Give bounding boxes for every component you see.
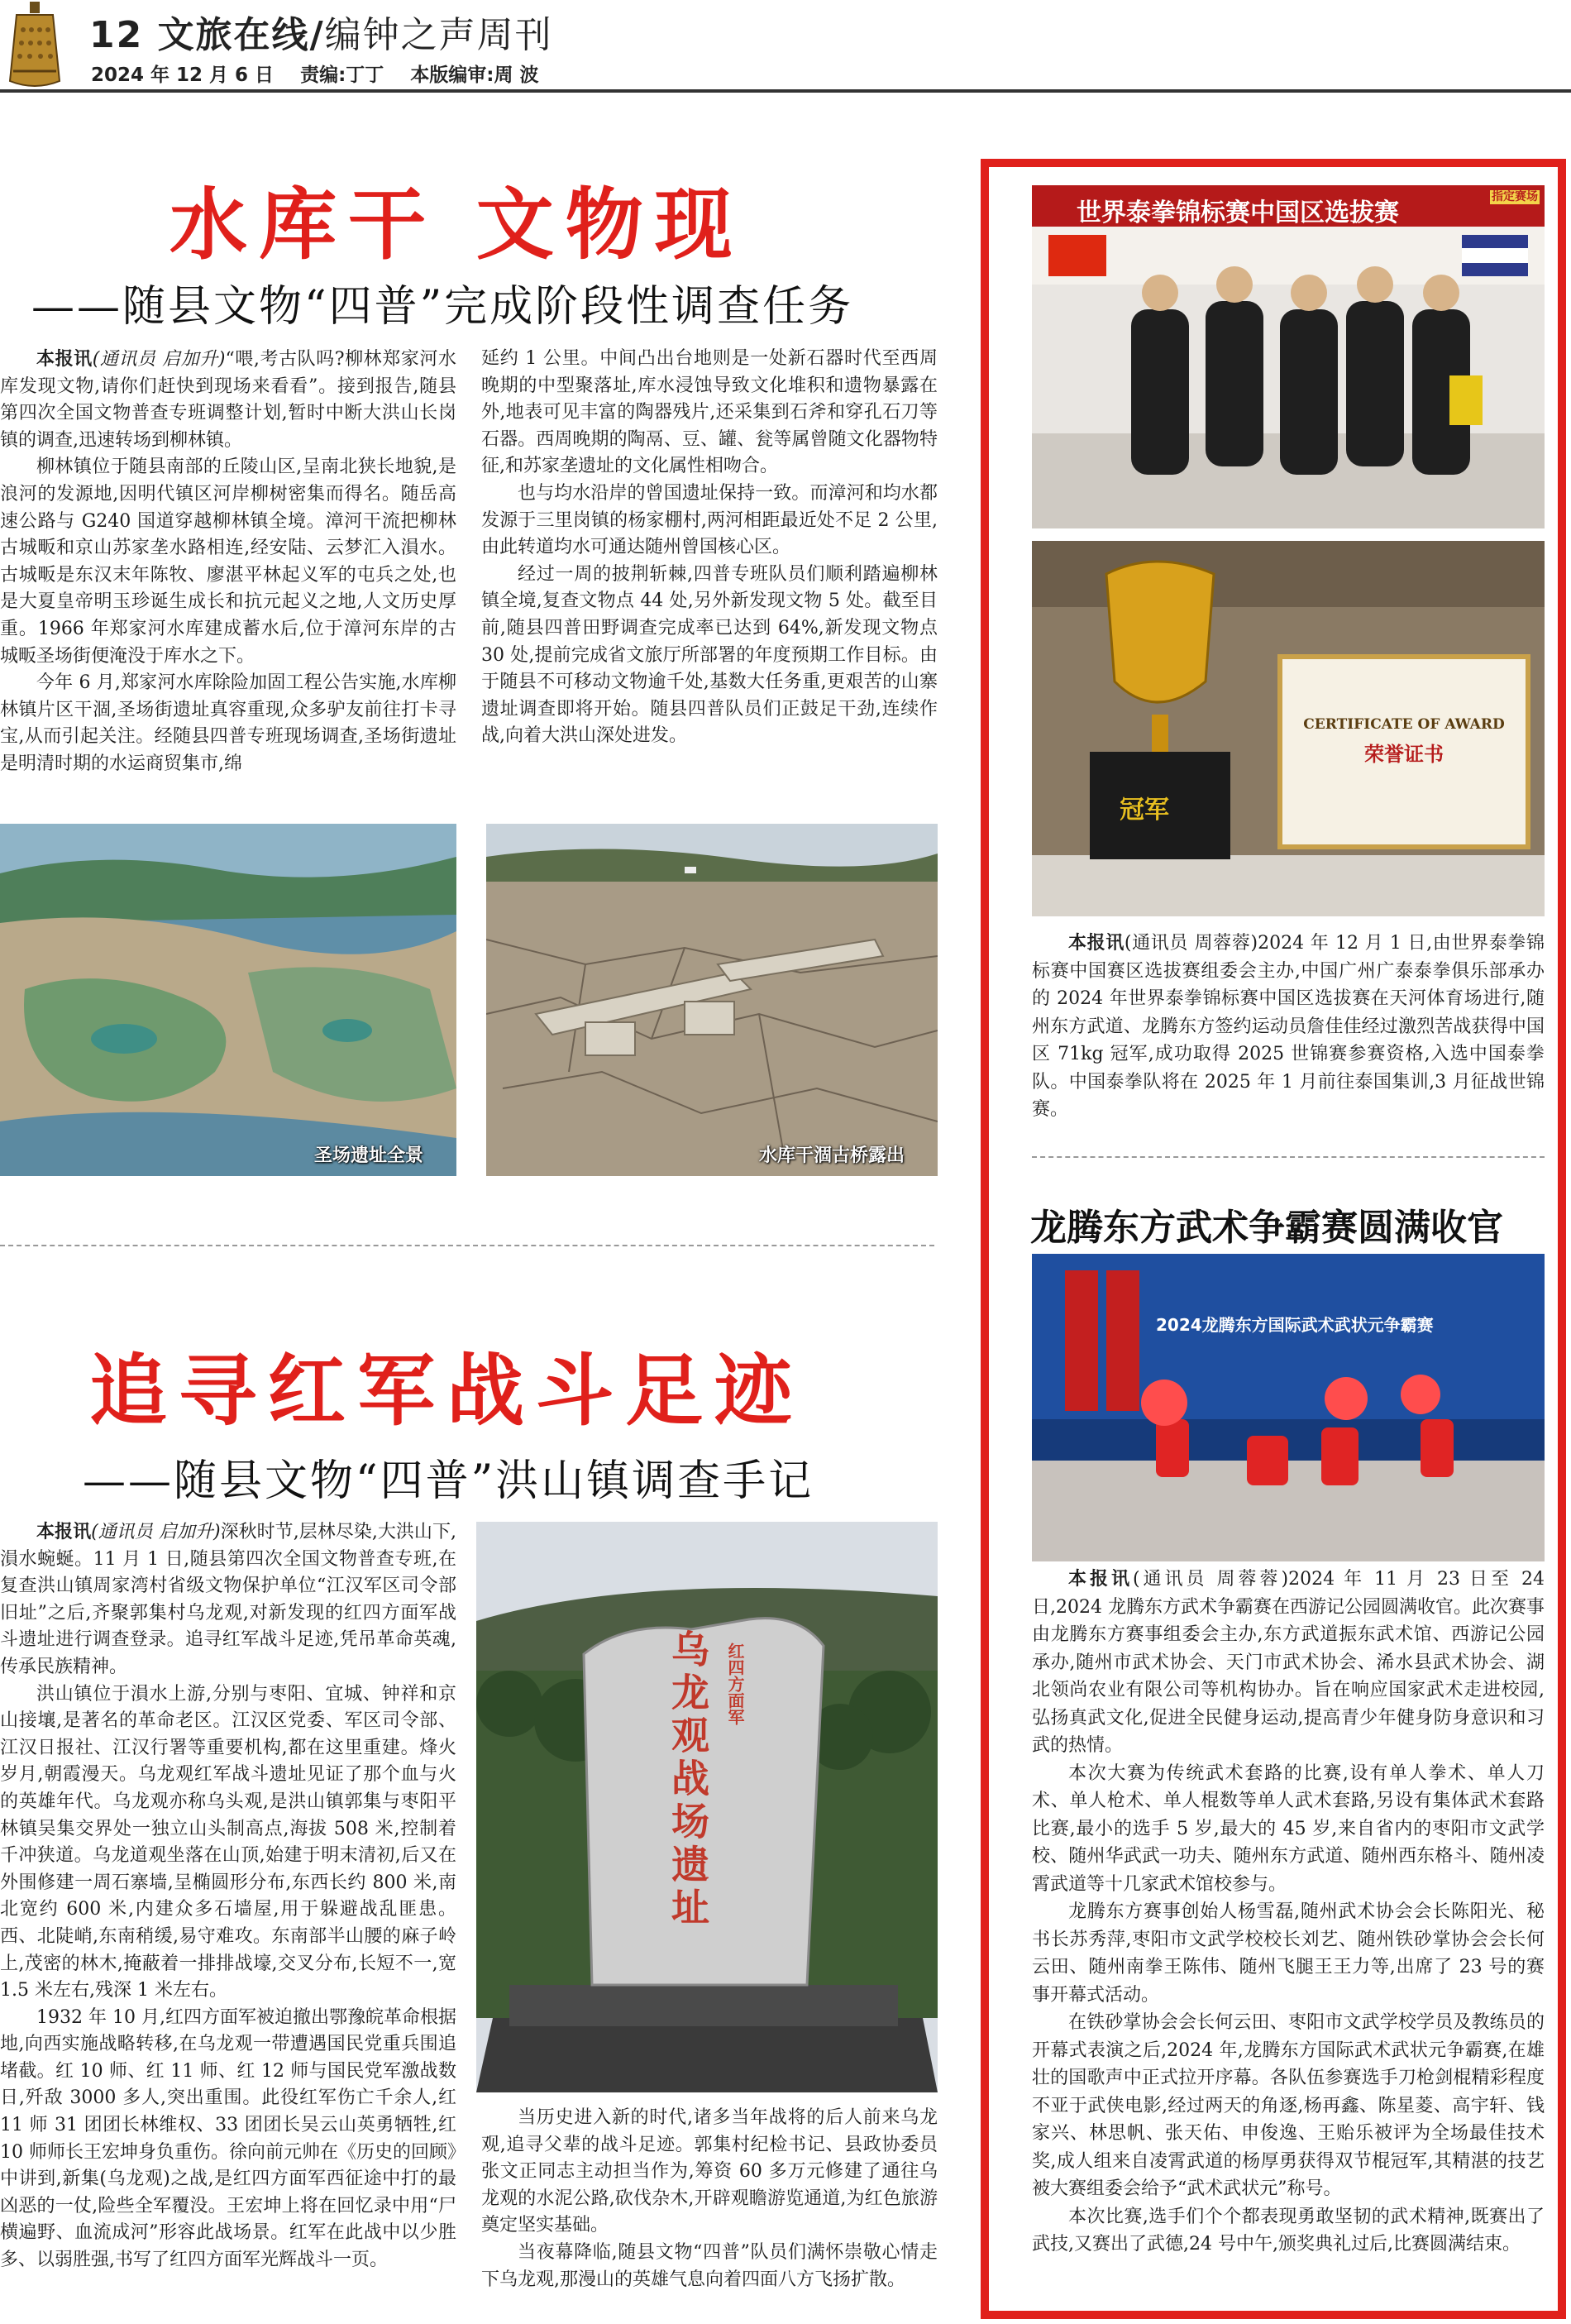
article2-column-1 — [0, 1518, 456, 2321]
sidebar-story2-paragraph: 本次比赛,选手们个个都表现勇敢坚韧的武术精神,既赛出了武技,又赛出了武德,24 号中午,颁奖典礼过后,比赛圆满结束。 — [1032, 2206, 1545, 2255]
article1-column-1 — [0, 346, 456, 809]
sidebar-story1-byline: (通讯员 周蓉蓉) — [1124, 933, 1258, 954]
article1-byline: (通讯员 启加升) — [92, 349, 226, 370]
sidebar-story2-byline: (通讯员 周蓉蓉) — [1132, 1569, 1289, 1590]
sidebar-story-1 — [1032, 930, 1545, 1136]
page-number: 12 — [89, 14, 144, 56]
article2-paragraph: 深秋时节,层林尽染,大洪山下,溳水蜿蜒。11 月 1 日,随县第四次全国文物普查专班,在复查洪山镇周家湾村省级文物保护单位“江汉军区司令部旧址”之后,齐聚郭集村乌龙观,对新发现的红四方面军战斗遗址进行调查登录。追寻红军战斗足迹,凭吊革命英魂,传承民族精神。 — [0, 1522, 456, 1677]
masthead — [0, 0, 1571, 93]
page-header — [89, 5, 553, 58]
article2-subtitle: ——随县文物“四普”洪山镇调查手记 — [83, 1456, 814, 1506]
article2-lead: 本报讯 — [36, 1521, 92, 1542]
sidebar-story2-paragraph: 在铁砂掌协会会长何云田、枣阳市文武学校学员及教练员的开幕式表演之后,2024 年,龙腾东方国际武术武状元争霸赛,在雄壮的国歌声中正式拉开序幕。各队伍参赛选手刀枪剑棍精彩程度不亚于武侠电影,经过两天的角逐,杨再鑫、陈星菱、高宇轩、钱家兴、林思帆、张天佑、申俊逸、王贻乐被评为全场最佳技术奖,成人组来自凌霄武道的杨厚勇获得双节棍冠军,其精湛的技艺被大赛组委会给予“武术武状元”称号。 — [1032, 2012, 1545, 2199]
stele-side-inscription: 红四方面军 — [725, 1643, 745, 1725]
sidebar-story2-lead: 本报讯 — [1068, 1568, 1133, 1590]
article1-paragraph: 延约 1 公里。中间凸出台地则是一处新石器时代至西周晚期的中型聚落址,库水浸蚀导致文化堆积和遗物暴露在外,地表可见丰富的陶器残片,还采集到石斧和穿孔石刀等石器。西周晚期的陶鬲、豆、罐、瓮等属曾随文化器物特征,和苏家垄遗址的文化属性相吻合。 — [481, 348, 938, 477]
article1-lead: 本报讯 — [36, 348, 93, 370]
article1-paragraph: 也与均水沿岸的曾国遗址保持一致。而漳河和均水都发源于三里岗镇的杨家棚村,两河相距最近处不足 2 公里,由此转道均水可通达随州曾国核心区。 — [481, 482, 938, 558]
article1-column-2 — [481, 346, 938, 809]
photo-trophy-certificate — [1032, 541, 1545, 916]
sidebar-story2-paragraph: 2024 年 11 月 23 日至 24 日,2024 龙腾东方武术争霸赛在西游记公园圆满收官。此次赛事由龙腾东方赛事组委会主办,东方武道振东武术馆、西游记公园承办,随州市武术协会、天门市武术协会、浠水县武术协会、湖北领尚农业有限公司等机构协办。旨在响应国家武术走进校园,弘扬真武文化,促进全民健身运动,提高青少年健身防身意识和习武的热情。 — [1032, 1569, 1545, 1756]
photo-muay-thai-winners — [1032, 185, 1545, 528]
photo1-caption: 圣场遗址全景 — [314, 1145, 424, 1166]
article1-paragraph: 柳林镇位于随县南部的丘陵山区,呈南北狭长地貌,是浪河的发源地,因明代镇区河岸柳树密集而得名。随岳高速公路与 G240 国道穿越柳林镇全境。漳河干流把柳林古城畈和京山苏家垄水路相连,经安陆、云梦汇入溳水。古城畈是东汉末年陈牧、廖湛平林起义军的屯兵之处,也是大夏皇帝明玉珍诞生成长和抗元起义之地,人文历史厚重。1966 年郑家河水库建成蓄水后,位于漳河东岸的古城畈圣场街便淹没于库水之下。 — [0, 457, 456, 667]
article1-title: 水库干 文物现 — [170, 179, 744, 270]
column-name: 编钟之声周刊 — [324, 14, 553, 56]
sidebar-story1-lead: 本报讯 — [1068, 932, 1125, 954]
sidebar-divider — [1032, 1156, 1545, 1158]
article2-column-2 — [481, 2105, 938, 2322]
reviewer: 本版编审:周 波 — [410, 65, 539, 86]
photo-wulongguan-stele — [476, 1522, 938, 2092]
article2-title: 追寻红军战斗足迹 — [89, 1346, 805, 1437]
sidebar-story1-text: 2024 年 12 月 1 日,由世界泰拳锦标赛中国赛区选拔赛组委会主办,中国广州广泰泰拳俱乐部承办的 2024 年世界泰拳锦标赛中国区选拔赛在天河体育场进行,随州东方武道、龙腾东方签约运动员詹佳佳经过激烈苦战获得中国区 71kg 冠军,成功取得 2025 世锦赛参赛资格,入选中国泰拳队。中国泰拳队将在 2025 年 1 月前往泰国集训,3 月征战世锦赛。 — [1032, 933, 1545, 1120]
photo-wushu-performance — [1032, 1254, 1545, 1561]
article2-paragraph: 1932 年 10 月,红四方面军被迫撤出鄂豫皖革命根据地,向西实施战略转移,在乌龙观一带遭遇国民党重兵围追堵截。红 10 师、红 11 师、红 12 师与国民党军激战数日,歼敌 3000 多人,突出重围。此役红军伤亡千余人,红 11 师 31 团团长林维权、33 团团长吴云山英勇牺牲,红 10 师师长王宏坤身负重伤。徐向前元帅在《历史的回顾》中讲到,新集(乌龙观)之战,是红四方面军西征途中打的最凶恶的一仗,险些全军覆没。王宏坤上将在回忆录中用“尸横遍野、血流成河”形容此战场景。红军在此战中以少胜多、以弱胜强,书写了红四方面军光辉战斗一页。 — [0, 2006, 456, 2271]
header-separator: / — [309, 14, 325, 56]
photo-reservoir-aerial — [0, 824, 456, 1176]
sidebar-story2-paragraph: 龙腾东方赛事创始人杨雪磊,随州武术协会会长陈阳光、秘书长苏秀萍,枣阳市文武学校校长刘艺、随州铁砂掌协会会长何云田、随州南拳王陈伟、随州飞腿王王力等,出席了 23 号的赛事开幕式活动。 — [1032, 1901, 1545, 2006]
article-divider — [0, 1245, 934, 1246]
certificate-title-en: CERTIFICATE OF AWARD — [1303, 716, 1505, 733]
photo2-caption: 水库干涸古桥露出 — [759, 1145, 905, 1166]
article1-subtitle: ——随县文物“四普”完成阶段性调查任务 — [31, 282, 854, 332]
article2-paragraph: 当历史进入新的时代,诸多当年战将的后人前来乌龙观,追寻父辈的战斗足迹。郭集村纪检书记、县政协委员张文正同志主动担当作为,筹资 60 多万元修建了通往乌龙观的水泥公路,砍伐杂木,开辟观瞻游览通道,为红色旅游奠定坚实基础。 — [481, 2107, 938, 2236]
article2-paragraph: 当夜幕降临,随县文物“四普”队员们满怀崇敬心情走下乌龙观,那漫山的英雄气息向着四面八方飞扬扩散。 — [481, 2241, 938, 2290]
article1-paragraph: 经过一周的披荆斩棘,四普专班队员们顺利踏遍柳林镇全境,复查文物点 44 处,另外新发现文物 5 处。截至目前,随县四普田野调查完成率已达到 64%,新发现文物点 30 处,提前完成省文旅厅所部署的年度预期工作目标。由于随县不可移动文物逾千处,基数大任务重,更艰苦的山寨遗址调查即将开始。随县四普队员们正鼓足干劲,连续作战,向着大洪山深处进发。 — [481, 563, 938, 747]
bianzhong-bell-icon — [5, 2, 64, 88]
trophy-label: 冠军 — [1120, 796, 1169, 825]
event-banner-tag: 指定赛场 — [1492, 190, 1538, 203]
section-name: 文旅在线 — [157, 14, 310, 56]
event-banner: 世界泰拳锦标赛中国区选拔赛 — [1077, 198, 1399, 227]
editor: 责编:丁丁 — [300, 65, 384, 86]
sidebar-story2-paragraph: 本次大赛为传统武术套路的比赛,设有单人拳术、单人刀术、单人枪术、单人棍数等单人武术套路,另设有集体武术套路比赛,最小的选手 5 岁,最大的 45 岁,来自省内的枣阳市文武学校、随州华武武一功夫、随州东方武道、随州西东格斗、随州凌霄武道等十几家武术馆校参与。 — [1032, 1762, 1545, 1895]
article2-byline: (通讯员 启加升) — [91, 1522, 221, 1542]
sidebar-story2-title: 龙腾东方武术争霸赛圆满收官 — [1030, 1207, 1503, 1249]
certificate-title-cn: 荣誉证书 — [1364, 742, 1444, 766]
issue-meta — [91, 60, 559, 87]
article1-paragraph: 今年 6 月,郑家河水库除险加固工程公告实施,水库柳林镇片区干涸,圣场街遗址真容重现,众多驴友前往打卡寻宝,从而引起关注。经随县四普专班现场调查,圣场街遗址是明清时期的水运商贸集市,绵 — [0, 672, 456, 774]
stele-inscription: 乌龙观战场遗址 — [666, 1629, 710, 1930]
article1-paragraph: “喂,考古队吗?柳林郑家河水库发现文物,请你们赶快到现场来看看”。接到报告,随县第四次全国文物普查专班调整计划,暂时中断大洪山长岗镇的调查,迅速转场到柳林镇。 — [0, 349, 456, 451]
stage-banner: 2024龙腾东方国际武术武状元争霸赛 — [1156, 1315, 1434, 1335]
article2-paragraph: 洪山镇位于溳水上游,分别与枣阳、宜城、钟祥和京山接壤,是著名的革命老区。江汉区党委、军区司令部、江汉日报社、江汉行署等重要机构,都在这里重建。烽火岁月,朝霞漫天。乌龙观红军战斗遗址见证了那个血与火的英雄年代。乌龙观亦称乌头观,是洪山镇郭集与枣阳平林镇吴集交界处一独立山头制高点,海拔 508 米,控制着千冲狭道。乌龙道观坐落在山顶,始建于明末清初,后又在外围修建一周石寨墙,呈椭圆形分布,东西长约 800 米,南北宽约 600 米,内建众多石墙屋,用于躲避战乱匪患。西、北陡峭,东南稍缓,易守难攻。东南部半山腰的麻子岭上,茂密的林木,掩蔽着一排排战壕,交叉分布,长短不一,宽 1.5 米左右,残深 1 米左右。 — [0, 1683, 456, 2001]
header-rule — [0, 89, 1571, 93]
photo-ancient-bridge — [486, 824, 938, 1176]
sidebar-story-2 — [1032, 1566, 1545, 2310]
issue-date: 2024 年 12 月 6 日 — [91, 65, 275, 86]
